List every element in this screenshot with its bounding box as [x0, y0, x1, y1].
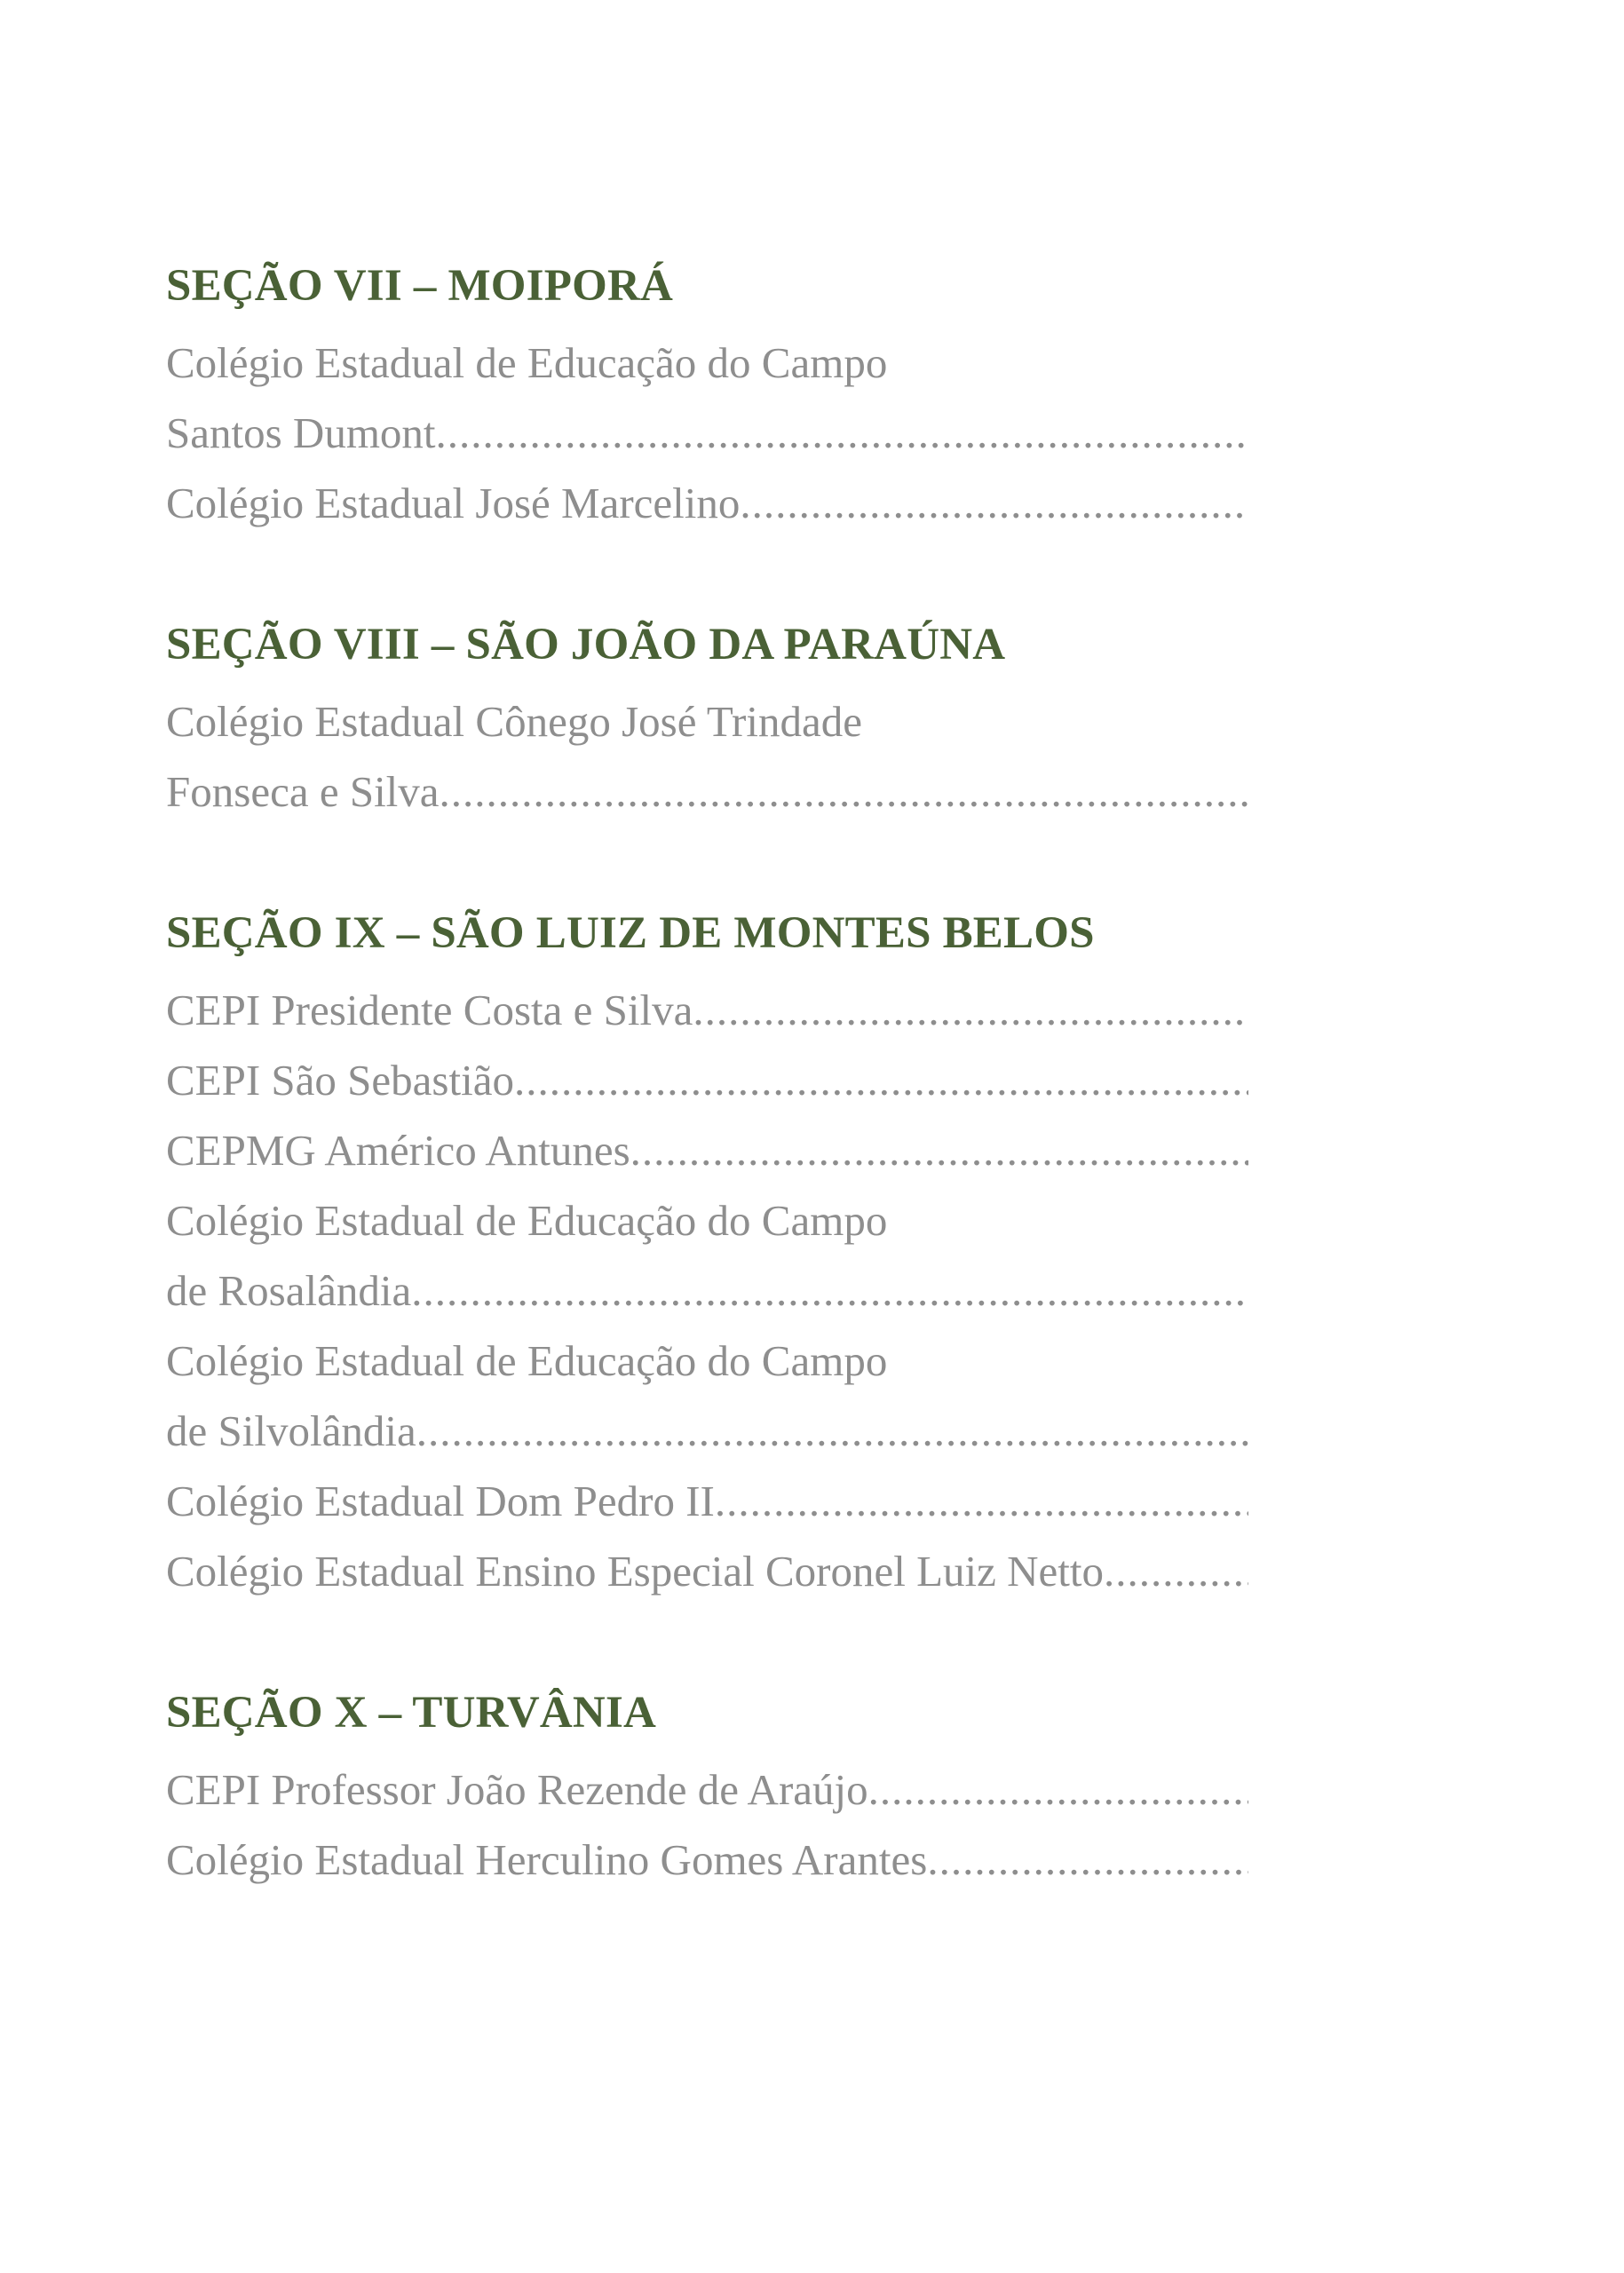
toc-entry-text: Colégio Estadual de Educação do Campo [166, 1196, 888, 1245]
section-title: SEÇÃO IX – SÃO LUIZ DE MONTES BELOS [166, 908, 1095, 958]
dot-leader [514, 1045, 1248, 1115]
toc-entry-line[interactable] [166, 398, 1248, 468]
dot-leader [693, 975, 1248, 1045]
toc-entry-line[interactable] [166, 1396, 1248, 1466]
toc-entry-line[interactable] [166, 1326, 1248, 1396]
dot-leader [436, 398, 1248, 468]
toc-entry-text: CEPI Professor João Rezende de Araújo [166, 1765, 868, 1814]
dot-leader [740, 468, 1248, 538]
toc-entry-text: de Rosalândia [166, 1266, 412, 1315]
toc-entry-text: Colégio Estadual Ensino Especial Coronel Luiz Netto [166, 1547, 1104, 1596]
dot-leader [868, 1754, 1248, 1825]
dot-leader [1104, 1536, 1248, 1606]
toc-entry-text: Colégio Estadual de Educação do Campo [166, 1336, 888, 1385]
toc-entry-line[interactable] [166, 1536, 1248, 1606]
toc-entry-line[interactable] [166, 468, 1248, 538]
toc-entry-line[interactable] [166, 1255, 1248, 1326]
toc-entry-line[interactable] [166, 975, 1248, 1045]
toc-entry-line[interactable] [166, 686, 1248, 756]
toc-entry-text: Colégio Estadual Cônego José Trindade [166, 697, 862, 746]
toc-entry-text: Colégio Estadual Dom Pedro II [166, 1477, 715, 1525]
section-x [166, 1684, 1248, 1895]
toc-entry-text: Fonseca e Silva [166, 767, 440, 816]
table-of-contents [166, 257, 1248, 1973]
section-vii [166, 257, 1248, 538]
toc-entry-text: CEPI Presidente Costa e Silva [166, 986, 693, 1034]
toc-entry-line[interactable] [166, 1115, 1248, 1185]
section-title: SEÇÃO VIII – SÃO JOÃO DA PARAÚNA [166, 620, 1006, 669]
toc-entry-text: de Silvolândia [166, 1406, 416, 1455]
toc-entry-text: CEPMG Américo Antunes [166, 1126, 630, 1175]
section-ix [166, 905, 1248, 1606]
dot-leader [630, 1115, 1248, 1185]
toc-entry-line[interactable] [166, 1825, 1248, 1895]
toc-entry-text: Colégio Estadual José Marcelino [166, 479, 741, 527]
section-title: SEÇÃO X – TURVÂNIA [166, 1688, 657, 1738]
toc-entry-line[interactable] [166, 1466, 1248, 1536]
toc-entry-line[interactable] [166, 328, 1248, 398]
toc-entry-text: CEPI São Sebastião [166, 1056, 514, 1105]
dot-leader [715, 1466, 1248, 1536]
toc-entry-line[interactable] [166, 756, 1248, 827]
toc-entry-text: Colégio Estadual de Educação do Campo [166, 338, 888, 387]
dot-leader [927, 1825, 1248, 1895]
dot-leader [416, 1396, 1248, 1466]
dot-leader [440, 756, 1248, 827]
toc-entry-line[interactable] [166, 1754, 1248, 1825]
dot-leader [411, 1255, 1248, 1326]
toc-entry-text: Santos Dumont [166, 408, 436, 457]
section-viii [166, 616, 1248, 827]
section-title: SEÇÃO VII – MOIPORÁ [166, 261, 674, 311]
toc-entry-line[interactable] [166, 1045, 1248, 1115]
toc-entry-text: Colégio Estadual Herculino Gomes Arantes [166, 1835, 928, 1884]
toc-entry-line[interactable] [166, 1185, 1248, 1255]
